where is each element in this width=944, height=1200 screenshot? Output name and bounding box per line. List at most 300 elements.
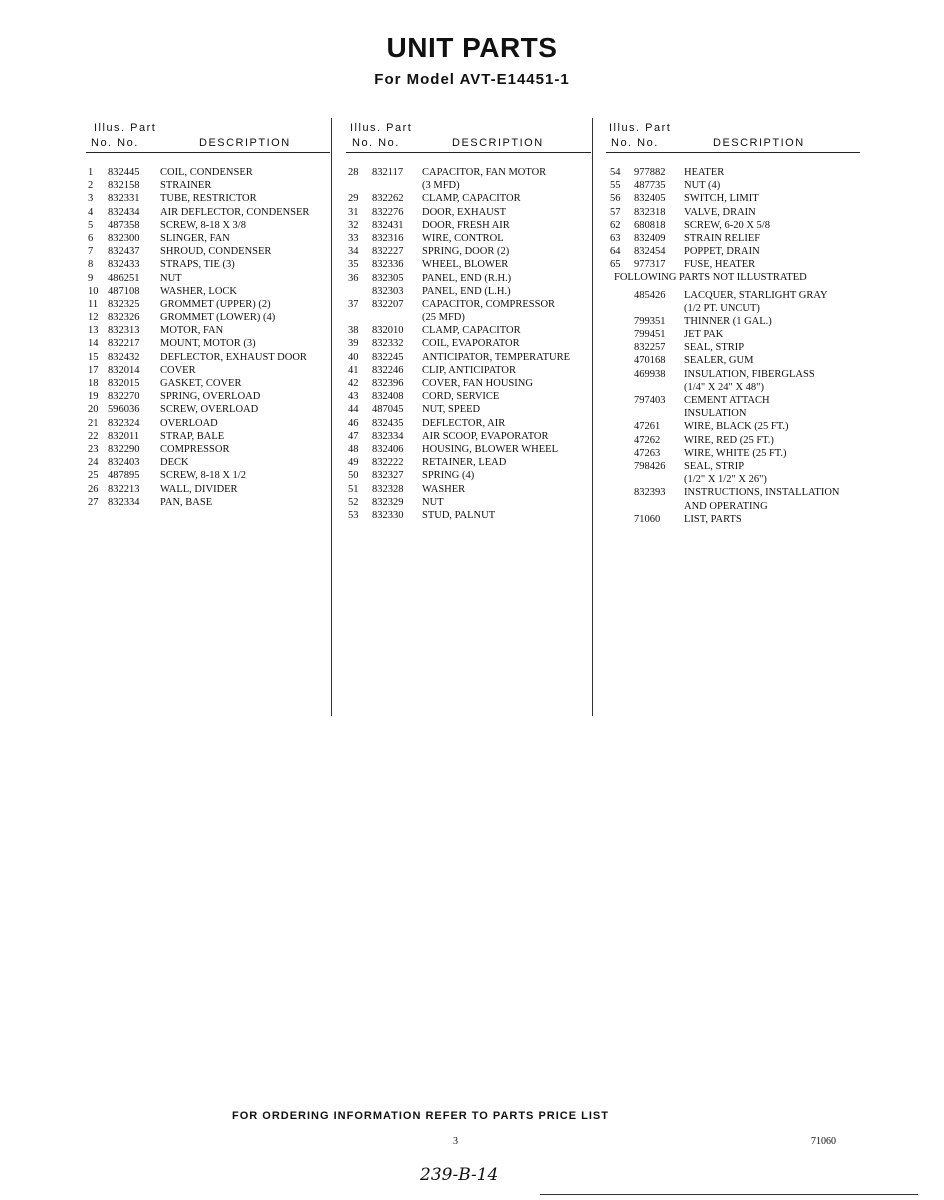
part-number: 832227 bbox=[372, 246, 404, 258]
signature-line bbox=[540, 1194, 918, 1195]
part-row bbox=[346, 179, 592, 192]
part-row bbox=[86, 417, 332, 430]
part-number: 832300 bbox=[108, 232, 140, 244]
part-description: SLINGER, FAN bbox=[160, 232, 230, 244]
part-number: 832435 bbox=[372, 417, 404, 429]
part-description: SEAL, STRIP bbox=[684, 460, 745, 472]
illus-number: 32 bbox=[348, 219, 359, 231]
parts-list bbox=[346, 166, 592, 522]
part-row bbox=[606, 166, 864, 179]
illus-number: 48 bbox=[348, 443, 359, 455]
part-row bbox=[86, 403, 332, 416]
part-row bbox=[606, 206, 864, 219]
part-description: LACQUER, STARLIGHT GRAY bbox=[684, 289, 828, 301]
part-row bbox=[86, 351, 332, 364]
part-number: 832329 bbox=[372, 496, 404, 508]
part-row bbox=[346, 298, 592, 311]
illus-number: 2 bbox=[88, 180, 94, 192]
part-description: DOOR, FRESH AIR bbox=[422, 219, 510, 231]
part-row bbox=[606, 513, 864, 526]
illus-number: 12 bbox=[88, 312, 99, 324]
document-number: 71060 bbox=[811, 1136, 836, 1147]
part-row bbox=[346, 430, 592, 443]
part-row bbox=[86, 483, 332, 496]
part-description: COVER bbox=[160, 364, 196, 376]
part-number: 832331 bbox=[108, 193, 140, 205]
part-description: OVERLOAD bbox=[160, 417, 218, 429]
part-row bbox=[86, 206, 332, 219]
part-description: LIST, PARTS bbox=[684, 513, 742, 525]
illus-number: 55 bbox=[610, 180, 621, 192]
part-description: GASKET, COVER bbox=[160, 378, 242, 389]
part-description: CAPACITOR, COMPRESSOR bbox=[422, 298, 556, 310]
illus-number: 57 bbox=[610, 206, 621, 218]
part-description: NUT bbox=[160, 272, 182, 284]
illus-number: 34 bbox=[348, 246, 359, 258]
part-description: POPPET, DRAIN bbox=[684, 246, 760, 258]
part-description: DEFLECTOR, EXHAUST DOOR bbox=[160, 351, 307, 363]
illus-number: 24 bbox=[88, 457, 99, 469]
illus-number: 4 bbox=[88, 206, 94, 218]
part-description: CLIP, ANTICIPATOR bbox=[422, 364, 516, 376]
part-number: 832303 bbox=[372, 285, 404, 297]
illus-number: 3 bbox=[88, 193, 94, 205]
part-number: 832437 bbox=[108, 246, 140, 258]
parts-column-2 bbox=[346, 118, 592, 522]
not-illustrated-note-wrap bbox=[606, 272, 864, 285]
part-description: INSTRUCTIONS, INSTALLATION bbox=[684, 487, 840, 499]
header-illus-part: Illus. Part bbox=[94, 122, 157, 134]
part-description: DEFLECTOR, AIR bbox=[422, 417, 506, 429]
part-number: 832431 bbox=[372, 219, 404, 231]
part-row bbox=[606, 315, 864, 328]
part-row bbox=[606, 258, 864, 271]
illus-number: 7 bbox=[88, 246, 94, 258]
part-row bbox=[606, 289, 864, 302]
part-number: 832305 bbox=[372, 272, 404, 284]
part-row bbox=[86, 285, 332, 298]
part-description: (1/2 PT. UNCUT) bbox=[684, 302, 760, 314]
illus-number: 63 bbox=[610, 232, 621, 244]
part-description: SEALER, GUM bbox=[684, 355, 754, 367]
part-description: CORD, SERVICE bbox=[422, 391, 500, 403]
part-description: SCREW, 8-18 X 3/8 bbox=[160, 219, 246, 231]
illus-number: 11 bbox=[88, 298, 99, 310]
illus-number: 17 bbox=[88, 364, 99, 376]
part-row bbox=[86, 232, 332, 245]
part-description: JET PAK bbox=[684, 329, 724, 341]
part-description: WASHER bbox=[422, 483, 466, 495]
part-description: AIR SCOOP, EVAPORATOR bbox=[422, 430, 549, 442]
part-description: SCREW, 6-20 X 5/8 bbox=[684, 219, 770, 231]
part-row bbox=[346, 219, 592, 232]
illus-number: 27 bbox=[88, 496, 99, 508]
part-number: 832270 bbox=[108, 391, 140, 403]
part-number: 832213 bbox=[108, 483, 140, 495]
header-description: DESCRIPTION bbox=[452, 137, 544, 149]
header-rule bbox=[606, 152, 860, 153]
part-row bbox=[606, 500, 864, 513]
part-description: COVER, FAN HOUSING bbox=[422, 378, 533, 389]
part-number: 832262 bbox=[372, 193, 404, 205]
part-row bbox=[346, 285, 592, 298]
part-row bbox=[606, 219, 864, 232]
part-row bbox=[346, 509, 592, 522]
part-description: PAN, BASE bbox=[160, 496, 213, 508]
page-title: UNIT PARTS bbox=[386, 32, 558, 63]
part-row bbox=[606, 354, 864, 367]
illus-number: 52 bbox=[348, 496, 359, 508]
part-number: 832014 bbox=[108, 364, 140, 376]
part-row bbox=[346, 496, 592, 509]
illus-number: 47 bbox=[348, 430, 359, 442]
part-number: 832217 bbox=[108, 338, 140, 350]
part-description: COIL, CONDENSER bbox=[160, 167, 253, 178]
part-row bbox=[86, 245, 332, 258]
part-row bbox=[86, 337, 332, 350]
illus-number: 41 bbox=[348, 364, 359, 376]
part-number: 832396 bbox=[372, 378, 404, 389]
part-description: NUT bbox=[422, 496, 444, 508]
part-number: 832245 bbox=[372, 351, 404, 363]
part-number: 832257 bbox=[634, 342, 666, 354]
part-description: INSULATION, FIBERGLASS bbox=[684, 368, 815, 380]
part-description: CEMENT ATTACH bbox=[684, 395, 770, 406]
header-no-no: No. No. bbox=[91, 137, 139, 149]
part-row bbox=[346, 311, 592, 324]
part-row bbox=[346, 364, 592, 377]
handwritten-note: 239-B-14 bbox=[420, 1165, 499, 1185]
illus-number: 39 bbox=[348, 338, 359, 350]
part-description: (25 MFD) bbox=[422, 312, 465, 324]
part-row bbox=[346, 456, 592, 469]
part-row bbox=[346, 337, 592, 350]
illus-number: 42 bbox=[348, 378, 359, 389]
part-description: INSULATION bbox=[684, 408, 747, 420]
part-row bbox=[606, 460, 864, 473]
part-description: SPRING, OVERLOAD bbox=[160, 391, 261, 403]
illus-number: 31 bbox=[348, 206, 359, 218]
part-number: 487735 bbox=[634, 180, 666, 192]
part-number: 832454 bbox=[634, 246, 666, 258]
column-header bbox=[346, 118, 592, 154]
part-number: 47263 bbox=[634, 447, 661, 459]
part-number: 832015 bbox=[108, 378, 140, 389]
illus-number: 62 bbox=[610, 219, 621, 231]
part-number: 832158 bbox=[108, 180, 140, 192]
part-description: SEAL, STRIP bbox=[684, 342, 745, 354]
part-description: COMPRESSOR bbox=[160, 443, 230, 455]
part-number: 832324 bbox=[108, 417, 140, 429]
part-row bbox=[346, 192, 592, 205]
part-description: MOTOR, FAN bbox=[160, 325, 224, 337]
illus-number: 18 bbox=[88, 378, 99, 389]
part-description: SWITCH, LIMIT bbox=[684, 193, 759, 205]
part-row bbox=[86, 430, 332, 443]
illus-number: 6 bbox=[88, 232, 94, 244]
part-row bbox=[346, 206, 592, 219]
part-description: DECK bbox=[160, 457, 189, 469]
part-row bbox=[86, 324, 332, 337]
illus-number: 38 bbox=[348, 325, 359, 337]
part-description: (3 MFD) bbox=[422, 180, 460, 192]
part-number: 832326 bbox=[108, 312, 140, 324]
part-number: 977317 bbox=[634, 259, 666, 271]
part-number: 487045 bbox=[372, 404, 404, 416]
part-number: 47262 bbox=[634, 434, 661, 446]
part-row bbox=[606, 407, 864, 420]
part-description: RETAINER, LEAD bbox=[422, 457, 507, 469]
illus-number: 26 bbox=[88, 483, 99, 495]
illus-number: 36 bbox=[348, 272, 359, 284]
part-row bbox=[606, 179, 864, 192]
part-number: 832408 bbox=[372, 391, 404, 403]
part-description: MOUNT, MOTOR (3) bbox=[160, 338, 256, 350]
header-illus-part: Illus. Part bbox=[350, 122, 413, 134]
part-row bbox=[86, 390, 332, 403]
part-row bbox=[346, 403, 592, 416]
part-number: 832327 bbox=[372, 470, 404, 482]
illus-number: 64 bbox=[610, 246, 621, 258]
part-description: WIRE, CONTROL bbox=[422, 232, 504, 244]
part-number: 832433 bbox=[108, 259, 140, 271]
part-description: NUT (4) bbox=[684, 180, 721, 192]
illus-number: 40 bbox=[348, 351, 359, 363]
part-description: STRAP, BALE bbox=[160, 430, 225, 442]
part-description: SCREW, 8-18 X 1/2 bbox=[160, 470, 246, 482]
part-number: 832316 bbox=[372, 232, 404, 244]
part-description: HEATER bbox=[684, 167, 725, 178]
part-description: STUD, PALNUT bbox=[422, 509, 496, 521]
part-row bbox=[86, 219, 332, 232]
part-row bbox=[86, 179, 332, 192]
part-description: AIR DEFLECTOR, CONDENSER bbox=[160, 206, 310, 218]
part-number: 832328 bbox=[372, 483, 404, 495]
illus-number: 1 bbox=[88, 167, 94, 178]
header-description: DESCRIPTION bbox=[713, 137, 805, 149]
part-row bbox=[86, 377, 332, 390]
part-row bbox=[346, 390, 592, 403]
header-no-no: No. No. bbox=[611, 137, 659, 149]
part-number: 487895 bbox=[108, 470, 140, 482]
part-description: (1/4" X 24" X 48") bbox=[684, 381, 764, 393]
illus-number: 49 bbox=[348, 457, 359, 469]
part-row bbox=[606, 473, 864, 486]
illus-number: 9 bbox=[88, 272, 94, 284]
part-number: 832393 bbox=[634, 487, 666, 499]
part-description: CAPACITOR, FAN MOTOR bbox=[422, 167, 547, 178]
illus-number: 25 bbox=[88, 470, 99, 482]
parts-list bbox=[606, 166, 864, 272]
part-row bbox=[86, 456, 332, 469]
illus-number: 29 bbox=[348, 193, 359, 205]
not-illustrated-note: FOLLOWING PARTS NOT ILLUSTRATED bbox=[614, 271, 807, 283]
part-description: WHEEL, BLOWER bbox=[422, 259, 509, 271]
header-description: DESCRIPTION bbox=[199, 137, 291, 149]
part-number: 832336 bbox=[372, 259, 404, 271]
part-description: WIRE, WHITE (25 FT.) bbox=[684, 447, 787, 459]
part-number: 832406 bbox=[372, 443, 404, 455]
illus-number: 21 bbox=[88, 417, 99, 429]
part-row bbox=[346, 258, 592, 271]
illus-number: 10 bbox=[88, 285, 99, 297]
header-rule bbox=[86, 152, 330, 153]
part-number: 47261 bbox=[634, 421, 661, 433]
part-number: 799451 bbox=[634, 329, 666, 341]
part-number: 680818 bbox=[634, 219, 666, 231]
illus-number: 23 bbox=[88, 443, 99, 455]
column-divider bbox=[331, 118, 332, 716]
illus-number: 28 bbox=[348, 167, 359, 178]
part-row bbox=[346, 166, 592, 179]
part-description: GROMMET (LOWER) (4) bbox=[160, 312, 276, 324]
part-row bbox=[346, 324, 592, 337]
part-number: 977882 bbox=[634, 167, 666, 178]
part-number: 832290 bbox=[108, 443, 140, 455]
part-row bbox=[346, 483, 592, 496]
part-description: WIRE, RED (25 FT.) bbox=[684, 434, 774, 446]
illus-number: 54 bbox=[610, 167, 621, 178]
part-description: WASHER, LOCK bbox=[160, 285, 238, 297]
parts-column-3 bbox=[606, 118, 864, 526]
page-number: 3 bbox=[453, 1136, 458, 1147]
part-row bbox=[346, 272, 592, 285]
illus-number: 37 bbox=[348, 298, 359, 310]
part-row bbox=[346, 469, 592, 482]
part-row bbox=[346, 232, 592, 245]
part-number: 832330 bbox=[372, 509, 404, 521]
part-description: GROMMET (UPPER) (2) bbox=[160, 298, 271, 310]
part-description: STRAIN RELIEF bbox=[684, 232, 761, 244]
part-row bbox=[606, 420, 864, 433]
part-number: 832403 bbox=[108, 457, 140, 469]
part-number: 832445 bbox=[108, 167, 140, 178]
part-row bbox=[606, 447, 864, 460]
part-row bbox=[86, 298, 332, 311]
part-row bbox=[606, 192, 864, 205]
part-row bbox=[606, 232, 864, 245]
part-description: WALL, DIVIDER bbox=[160, 483, 238, 495]
part-description: SCREW, OVERLOAD bbox=[160, 404, 259, 416]
part-number: 596036 bbox=[108, 404, 140, 416]
part-row bbox=[606, 486, 864, 499]
part-number: 832332 bbox=[372, 338, 404, 350]
part-row bbox=[86, 469, 332, 482]
part-number: 832405 bbox=[634, 193, 666, 205]
part-description: AND OPERATING bbox=[684, 500, 768, 512]
part-row bbox=[346, 245, 592, 258]
part-number: 486251 bbox=[108, 272, 140, 284]
part-row bbox=[606, 245, 864, 258]
part-row bbox=[346, 417, 592, 430]
part-description: VALVE, DRAIN bbox=[684, 206, 756, 218]
part-number: 832313 bbox=[108, 325, 140, 337]
part-row bbox=[606, 302, 864, 315]
part-number: 832409 bbox=[634, 232, 666, 244]
part-description: SPRING (4) bbox=[422, 470, 475, 482]
part-number: 832334 bbox=[372, 430, 404, 442]
illus-number: 8 bbox=[88, 259, 94, 271]
illus-number: 19 bbox=[88, 391, 99, 403]
not-illustrated-list bbox=[606, 289, 864, 526]
part-number: 832011 bbox=[108, 430, 140, 442]
part-number: 832246 bbox=[372, 364, 404, 376]
header-rule bbox=[346, 152, 591, 153]
part-number: 485426 bbox=[634, 289, 666, 301]
part-number: 832222 bbox=[372, 457, 404, 469]
part-number: 832334 bbox=[108, 496, 140, 508]
part-row bbox=[86, 272, 332, 285]
part-row bbox=[86, 364, 332, 377]
column-header bbox=[86, 118, 332, 154]
part-number: 487358 bbox=[108, 219, 140, 231]
part-row bbox=[346, 377, 592, 390]
illus-number: 44 bbox=[348, 404, 359, 416]
illus-number: 53 bbox=[348, 509, 359, 521]
illus-number: 65 bbox=[610, 259, 621, 271]
ordering-footer: FOR ORDERING INFORMATION REFER TO PARTS PRICE LIST bbox=[232, 1110, 609, 1122]
part-number: 487108 bbox=[108, 285, 140, 297]
part-description: STRAINER bbox=[160, 180, 212, 192]
parts-column-1 bbox=[86, 118, 332, 509]
illus-number: 50 bbox=[348, 470, 359, 482]
part-number: 797403 bbox=[634, 395, 666, 406]
part-description: NUT, SPEED bbox=[422, 404, 481, 416]
part-number: 71060 bbox=[634, 513, 661, 525]
part-description: COIL, EVAPORATOR bbox=[422, 338, 520, 350]
part-row bbox=[606, 394, 864, 407]
illus-number: 46 bbox=[348, 417, 359, 429]
illus-number: 22 bbox=[88, 430, 99, 442]
part-description: SPRING, DOOR (2) bbox=[422, 246, 510, 258]
part-description: WIRE, BLACK (25 FT.) bbox=[684, 421, 789, 433]
part-description: PANEL, END (L.H.) bbox=[422, 285, 511, 297]
part-row bbox=[86, 311, 332, 324]
part-number: 832325 bbox=[108, 298, 140, 310]
part-description: TUBE, RESTRICTOR bbox=[160, 193, 257, 205]
part-description: THINNER (1 GAL.) bbox=[684, 315, 772, 327]
illus-number: 33 bbox=[348, 232, 359, 244]
column-header bbox=[606, 118, 864, 154]
part-row bbox=[606, 368, 864, 381]
part-description: ANTICIPATOR, TEMPERATURE bbox=[422, 351, 570, 363]
illus-number: 5 bbox=[88, 219, 94, 231]
illus-number: 13 bbox=[88, 325, 99, 337]
header-no-no: No. No. bbox=[352, 137, 400, 149]
part-number: 470168 bbox=[634, 355, 666, 367]
part-row bbox=[606, 328, 864, 341]
header-illus-part: Illus. Part bbox=[609, 122, 672, 134]
part-description: STRAPS, TIE (3) bbox=[160, 259, 235, 271]
part-description: FUSE, HEATER bbox=[684, 259, 756, 271]
part-row bbox=[86, 258, 332, 271]
part-number: 832432 bbox=[108, 351, 140, 363]
illus-number: 20 bbox=[88, 404, 99, 416]
part-number: 832207 bbox=[372, 298, 404, 310]
illus-number: 35 bbox=[348, 259, 359, 271]
part-row bbox=[346, 443, 592, 456]
part-row bbox=[86, 443, 332, 456]
part-number: 469938 bbox=[634, 368, 666, 380]
part-row bbox=[346, 351, 592, 364]
part-row bbox=[86, 166, 332, 179]
part-row bbox=[606, 434, 864, 447]
column-divider bbox=[592, 118, 593, 716]
part-description: HOUSING, BLOWER WHEEL bbox=[422, 443, 558, 455]
part-row bbox=[86, 192, 332, 205]
part-number: 798426 bbox=[634, 460, 666, 472]
part-row bbox=[86, 496, 332, 509]
